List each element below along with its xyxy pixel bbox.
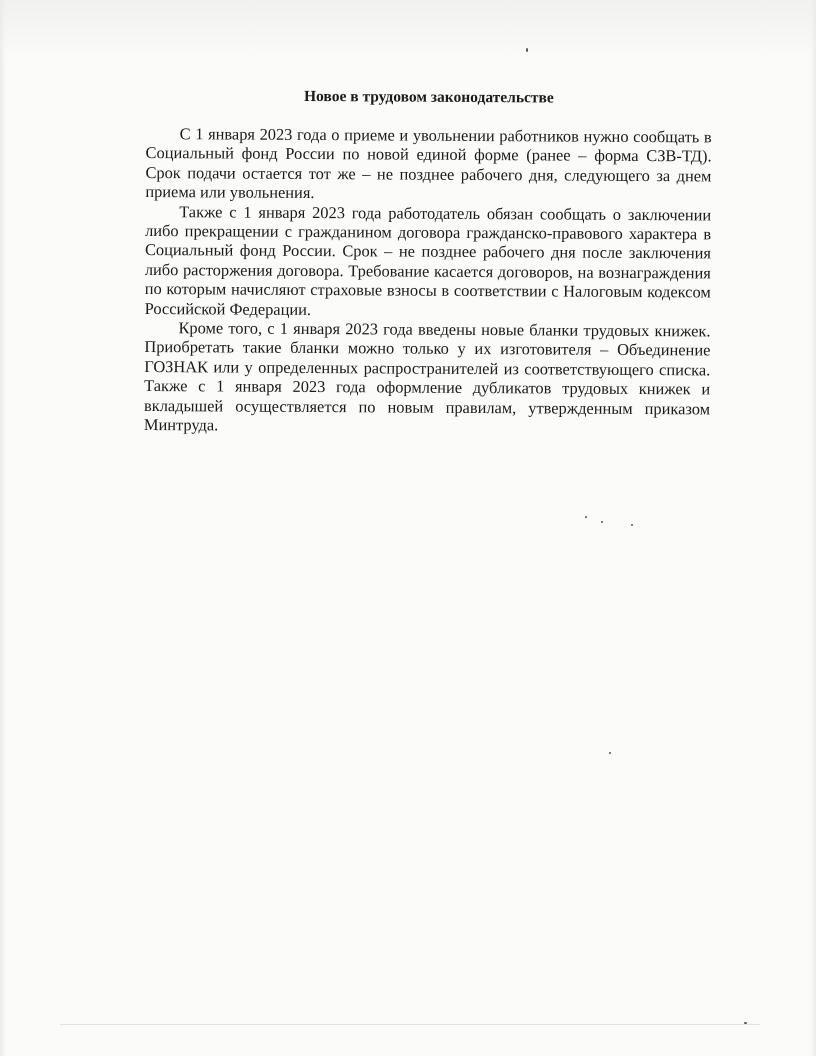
scan-speck — [631, 524, 633, 526]
paragraph-2: Также с 1 января 2023 года работодатель обязан сообщать о заключении либо прекращении с гражданином договора гражданско-правового характера в Социальный фонд России. Срок – не позднее рабочего дня после заключения либо расторжения договора. Требование касается договоров, на вознаграждения по которым начисляют страховые взносы в соответствии с Налоговым кодексом Российской Федерации. — [144, 201, 712, 319]
scan-speck — [526, 48, 528, 52]
scan-bottom-edge — [60, 1024, 760, 1025]
paragraph-1: С 1 января 2023 года о приеме и увольнении работников нужно сообщать в Социальный фонд России по новой единой форме (ранее – форма СЗВ-ТД). Срок подачи остается тот же – не позднее рабочего дня, следующего за днем приема или увольнения. — [145, 124, 712, 203]
scan-speck — [601, 521, 603, 523]
scan-edge-left — [0, 0, 6, 1056]
scan-speck — [585, 516, 587, 518]
scan-speck — [609, 752, 611, 754]
paragraph-3: Кроме того, с 1 января 2023 года введены новые бланки трудовых книжек. Приобретать такие бланки можно только у их изготовителя – Объединение ГОЗНАК или у определенных распространителей из соответствующего списка. Также с 1 января 2023 года оформление дубликатов трудовых книжек и вкладышей осуществляется по новым правилам, утвержденным приказом Минтруда. — [143, 318, 711, 435]
document-body — [144, 86, 712, 438]
scan-edge-right — [810, 0, 816, 1056]
document-title: Новое в трудовом законодательстве — [303, 87, 554, 107]
scan-shadow-top — [0, 0, 816, 60]
